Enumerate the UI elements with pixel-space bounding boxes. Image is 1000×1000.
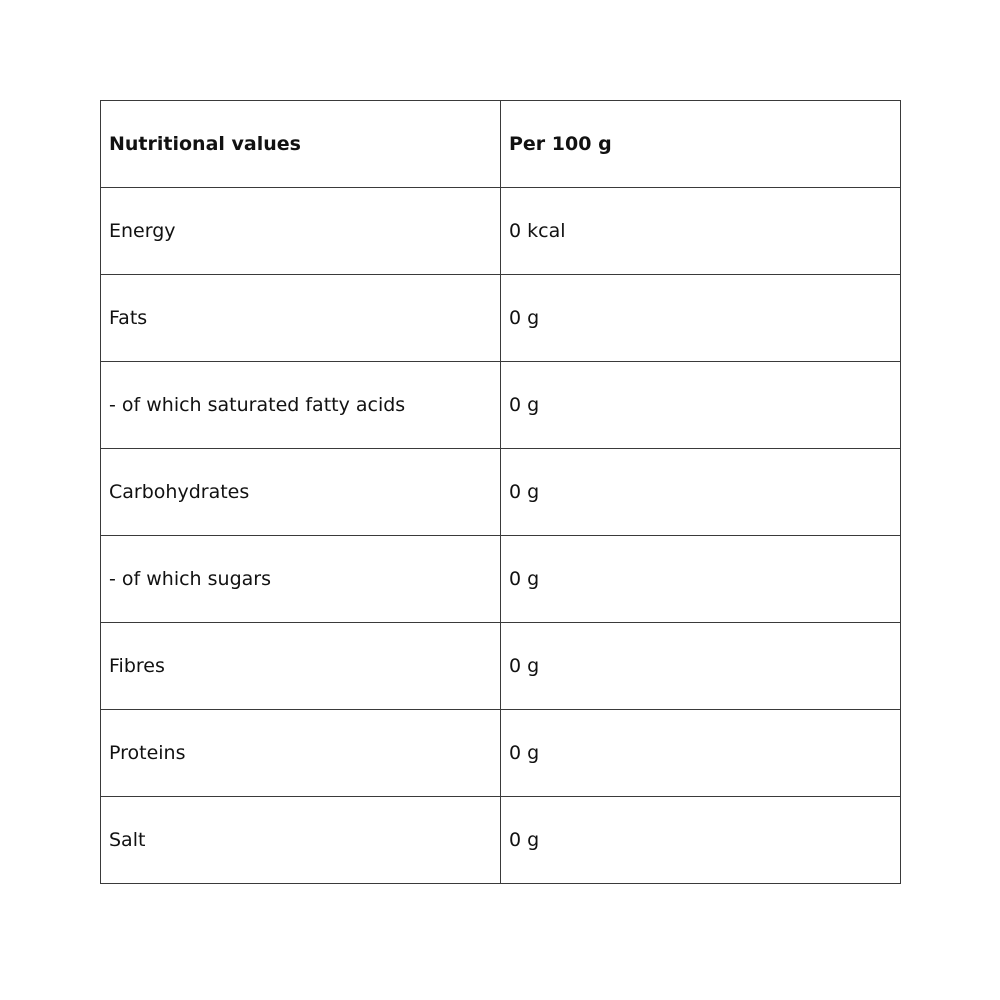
row-label-cell: - of which saturated fatty acids xyxy=(101,362,501,449)
row-value-cell: 0 g xyxy=(501,710,901,797)
table-header-row xyxy=(101,101,901,188)
row-label-cell: Fibres xyxy=(101,623,501,710)
row-value-cell: 0 g xyxy=(501,797,901,884)
row-value-cell: 0 g xyxy=(501,536,901,623)
table-row xyxy=(101,710,901,797)
nutrition-table xyxy=(100,100,901,884)
row-value-cell: 0 g xyxy=(501,362,901,449)
table-row xyxy=(101,536,901,623)
row-value-cell: 0 g xyxy=(501,623,901,710)
row-label-cell: Proteins xyxy=(101,710,501,797)
row-label-cell: Salt xyxy=(101,797,501,884)
row-label-cell: - of which sugars xyxy=(101,536,501,623)
table-row xyxy=(101,449,901,536)
row-value-cell: 0 kcal xyxy=(501,188,901,275)
row-label-cell: Energy xyxy=(101,188,501,275)
row-value-cell: 0 g xyxy=(501,275,901,362)
row-value-cell: 0 g xyxy=(501,449,901,536)
table-row xyxy=(101,275,901,362)
row-label-cell: Fats xyxy=(101,275,501,362)
table-row xyxy=(101,188,901,275)
table-row xyxy=(101,623,901,710)
header-label-cell: Nutritional values xyxy=(101,101,501,188)
table-row xyxy=(101,362,901,449)
table-row xyxy=(101,797,901,884)
header-value-cell: Per 100 g xyxy=(501,101,901,188)
row-label-cell: Carbohydrates xyxy=(101,449,501,536)
